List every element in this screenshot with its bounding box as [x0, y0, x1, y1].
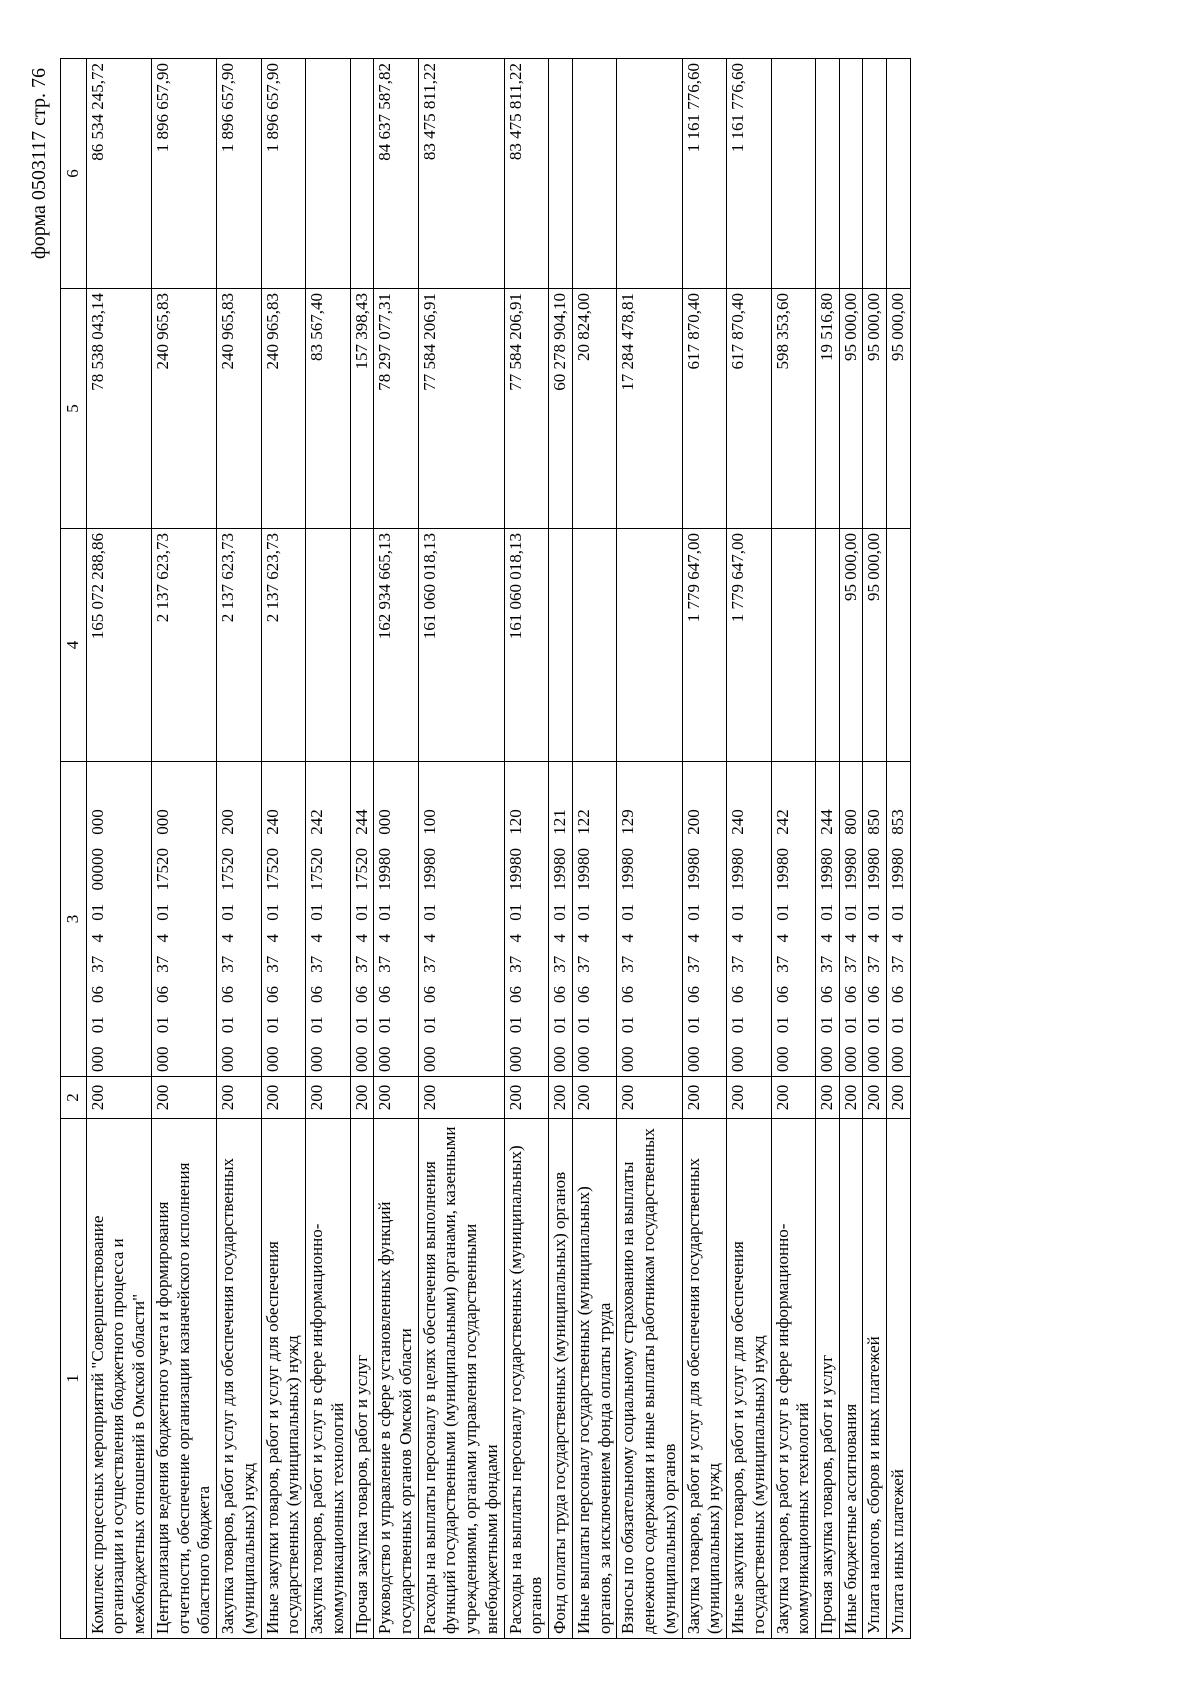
table-row	[839, 59, 863, 1639]
executed-amount-cell: 78 297 077,31	[374, 289, 418, 529]
unexecuted-amount-cell	[572, 59, 616, 289]
executed-amount-cell: 77 584 206,91	[418, 289, 504, 529]
table-row	[815, 59, 839, 1639]
row-name-cell: Расходы на выплаты персоналу в целях обеспечения выполнения функций государственными (муниципальными) органами, казенными учреждениями, органами управления государственными внебюджетными фондами	[418, 1119, 504, 1639]
column-header: 5	[61, 289, 87, 529]
executed-amount-cell: 598 353,60	[771, 289, 815, 529]
line-code-cell: 200	[306, 1077, 350, 1119]
executed-amount-cell: 19 516,80	[815, 289, 839, 529]
approved-amount-cell: 2 137 623,73	[217, 529, 261, 762]
unexecuted-amount-cell: 84 637 587,82	[374, 59, 418, 289]
approved-amount-cell: 161 060 018,13	[418, 529, 504, 762]
approved-amount-cell	[350, 529, 374, 762]
line-code-cell: 200	[504, 1077, 548, 1119]
budget-code-cell: 000 01 06 37 4 01 19980 244	[815, 762, 839, 1077]
executed-amount-cell: 617 870,40	[682, 289, 726, 529]
table-row	[572, 59, 616, 1639]
executed-amount-cell: 240 965,83	[217, 289, 261, 529]
approved-amount-cell	[549, 529, 573, 762]
row-name-cell: Руководство и управление в сфере установленных функций государственных органов Омской области	[374, 1119, 418, 1639]
unexecuted-amount-cell: 1 161 776,60	[682, 59, 726, 289]
approved-amount-cell: 165 072 288,86	[86, 529, 151, 762]
column-header: 1	[61, 1119, 87, 1639]
column-header: 4	[61, 529, 87, 762]
line-code-cell: 200	[572, 1077, 616, 1119]
unexecuted-amount-cell	[815, 59, 839, 289]
row-name-cell: Взносы по обязательному социальному страхованию на выплаты денежного содержания и иные выплаты работникам государственных (муниципальных) органов	[617, 1119, 682, 1639]
column-header: 2	[61, 1077, 87, 1119]
table-row	[617, 59, 682, 1639]
line-code-cell: 200	[374, 1077, 418, 1119]
row-name-cell: Иные закупки товаров, работ и услуг для обеспечения государственных (муниципальных) нужд	[727, 1119, 771, 1639]
table-row	[504, 59, 548, 1639]
row-name-cell: Закупка товаров, работ и услуг в сфере информационно-коммуникационных технологий	[771, 1119, 815, 1639]
line-code-cell: 200	[350, 1077, 374, 1119]
unexecuted-amount-cell: 86 534 245,72	[86, 59, 151, 289]
unexecuted-amount-cell	[549, 59, 573, 289]
executed-amount-cell: 240 965,83	[261, 289, 305, 529]
form-label: форма 0503117 стр. 76	[28, 68, 50, 260]
table-row	[549, 59, 573, 1639]
row-name-cell: Фонд оплаты труда государственных (муниципальных) органов	[549, 1119, 573, 1639]
unexecuted-amount-cell: 83 475 811,22	[418, 59, 504, 289]
line-code-cell: 200	[887, 1077, 911, 1119]
table-row	[374, 59, 418, 1639]
executed-amount-cell: 617 870,40	[727, 289, 771, 529]
table-row	[350, 59, 374, 1639]
row-name-cell: Закупка товаров, работ и услуг для обеспечения государственных (муниципальных) нужд	[217, 1119, 261, 1639]
unexecuted-amount-cell	[617, 59, 682, 289]
table-row	[306, 59, 350, 1639]
budget-code-cell: 000 01 06 37 4 01 19980 850	[863, 762, 887, 1077]
line-code-cell: 200	[549, 1077, 573, 1119]
line-code-cell: 200	[617, 1077, 682, 1119]
row-name-cell: Иные выплаты персоналу государственных (муниципальных) органов, за исключением фонда оплаты труда	[572, 1119, 616, 1639]
line-code-cell: 200	[815, 1077, 839, 1119]
budget-code-cell: 000 01 06 37 4 01 19980 800	[839, 762, 863, 1077]
budget-code-cell: 000 01 06 37 4 01 17520 000	[151, 762, 216, 1077]
approved-amount-cell	[306, 529, 350, 762]
line-code-cell: 200	[771, 1077, 815, 1119]
approved-amount-cell: 95 000,00	[863, 529, 887, 762]
approved-amount-cell: 95 000,00	[839, 529, 863, 762]
line-code-cell: 200	[682, 1077, 726, 1119]
line-code-cell: 200	[86, 1077, 151, 1119]
budget-code-cell: 000 01 06 37 4 01 19980 000	[374, 762, 418, 1077]
budget-code-cell: 000 01 06 37 4 01 17520 242	[306, 762, 350, 1077]
row-name-cell: Иные закупки товаров, работ и услуг для обеспечения государственных (муниципальных) нужд	[261, 1119, 305, 1639]
executed-amount-cell: 95 000,00	[887, 289, 911, 529]
row-name-cell: Закупка товаров, работ и услуг для обеспечения государственных (муниципальных) нужд	[682, 1119, 726, 1639]
line-code-cell: 200	[418, 1077, 504, 1119]
budget-code-cell: 000 01 06 37 4 01 19980 121	[549, 762, 573, 1077]
budget-code-cell: 000 01 06 37 4 01 19980 242	[771, 762, 815, 1077]
unexecuted-amount-cell: 1 896 657,90	[261, 59, 305, 289]
row-name-cell: Расходы на выплаты персоналу государственных (муниципальных) органов	[504, 1119, 548, 1639]
line-code-cell: 200	[727, 1077, 771, 1119]
table-row	[863, 59, 887, 1639]
executed-amount-cell: 77 584 206,91	[504, 289, 548, 529]
line-code-cell: 200	[151, 1077, 216, 1119]
column-header: 6	[61, 59, 87, 289]
unexecuted-amount-cell: 1 896 657,90	[217, 59, 261, 289]
budget-code-cell: 000 01 06 37 4 01 00000 000	[86, 762, 151, 1077]
table-row	[86, 59, 151, 1639]
approved-amount-cell: 1 779 647,00	[727, 529, 771, 762]
executed-amount-cell: 83 567,40	[306, 289, 350, 529]
line-code-cell: 200	[261, 1077, 305, 1119]
budget-code-cell: 000 01 06 37 4 01 19980 120	[504, 762, 548, 1077]
table-row	[151, 59, 216, 1639]
approved-amount-cell	[887, 529, 911, 762]
budget-code-cell: 000 01 06 37 4 01 17520 240	[261, 762, 305, 1077]
approved-amount-cell: 1 779 647,00	[682, 529, 726, 762]
row-name-cell: Централизация ведения бюджетного учета и формирования отчетности, обеспечение организации казначейского исполнения областного бюджета	[151, 1119, 216, 1639]
row-name-cell: Прочая закупка товаров, работ и услуг	[815, 1119, 839, 1639]
line-code-cell: 200	[839, 1077, 863, 1119]
approved-amount-cell	[815, 529, 839, 762]
executed-amount-cell: 95 000,00	[839, 289, 863, 529]
line-code-cell: 200	[217, 1077, 261, 1119]
approved-amount-cell	[572, 529, 616, 762]
unexecuted-amount-cell: 1 896 657,90	[151, 59, 216, 289]
unexecuted-amount-cell: 83 475 811,22	[504, 59, 548, 289]
executed-amount-cell: 240 965,83	[151, 289, 216, 529]
budget-code-cell: 000 01 06 37 4 01 17520 200	[217, 762, 261, 1077]
column-numbers-row	[61, 59, 87, 1639]
unexecuted-amount-cell	[306, 59, 350, 289]
executed-amount-cell: 60 278 904,10	[549, 289, 573, 529]
table-row	[771, 59, 815, 1639]
table-row	[217, 59, 261, 1639]
unexecuted-amount-cell	[771, 59, 815, 289]
table-row	[261, 59, 305, 1639]
unexecuted-amount-cell	[839, 59, 863, 289]
expenses-table	[60, 58, 911, 1639]
budget-code-cell: 000 01 06 37 4 01 19980 129	[617, 762, 682, 1077]
approved-amount-cell: 2 137 623,73	[261, 529, 305, 762]
row-name-cell: Уплата иных платежей	[887, 1119, 911, 1639]
column-header: 3	[61, 762, 87, 1077]
budget-code-cell: 000 01 06 37 4 01 19980 122	[572, 762, 616, 1077]
row-name-cell: Прочая закупка товаров, работ и услуг	[350, 1119, 374, 1639]
approved-amount-cell	[771, 529, 815, 762]
row-name-cell: Уплата налогов, сборов и иных платежей	[863, 1119, 887, 1639]
unexecuted-amount-cell	[887, 59, 911, 289]
budget-code-cell: 000 01 06 37 4 01 19980 100	[418, 762, 504, 1077]
row-name-cell: Комплекс процессных мероприятий "Совершенствование организации и осуществления бюджетного процесса и межбюджетных отношений в Омской области"	[86, 1119, 151, 1639]
table-row	[727, 59, 771, 1639]
budget-code-cell: 000 01 06 37 4 01 19980 200	[682, 762, 726, 1077]
unexecuted-amount-cell	[863, 59, 887, 289]
executed-amount-cell: 95 000,00	[863, 289, 887, 529]
row-name-cell: Иные бюджетные ассигнования	[839, 1119, 863, 1639]
approved-amount-cell	[617, 529, 682, 762]
unexecuted-amount-cell	[350, 59, 374, 289]
budget-code-cell: 000 01 06 37 4 01 19980 853	[887, 762, 911, 1077]
table-row	[887, 59, 911, 1639]
table-row	[418, 59, 504, 1639]
executed-amount-cell: 17 284 478,81	[617, 289, 682, 529]
row-name-cell: Закупка товаров, работ и услуг в сфере информационно-коммуникационных технологий	[306, 1119, 350, 1639]
line-code-cell: 200	[863, 1077, 887, 1119]
executed-amount-cell: 20 824,00	[572, 289, 616, 529]
approved-amount-cell: 2 137 623,73	[151, 529, 216, 762]
budget-code-cell: 000 01 06 37 4 01 17520 244	[350, 762, 374, 1077]
unexecuted-amount-cell: 1 161 776,60	[727, 59, 771, 289]
budget-code-cell: 000 01 06 37 4 01 19980 240	[727, 762, 771, 1077]
executed-amount-cell: 157 398,43	[350, 289, 374, 529]
approved-amount-cell: 162 934 665,13	[374, 529, 418, 762]
executed-amount-cell: 78 538 043,14	[86, 289, 151, 529]
approved-amount-cell: 161 060 018,13	[504, 529, 548, 762]
table-row	[682, 59, 726, 1639]
